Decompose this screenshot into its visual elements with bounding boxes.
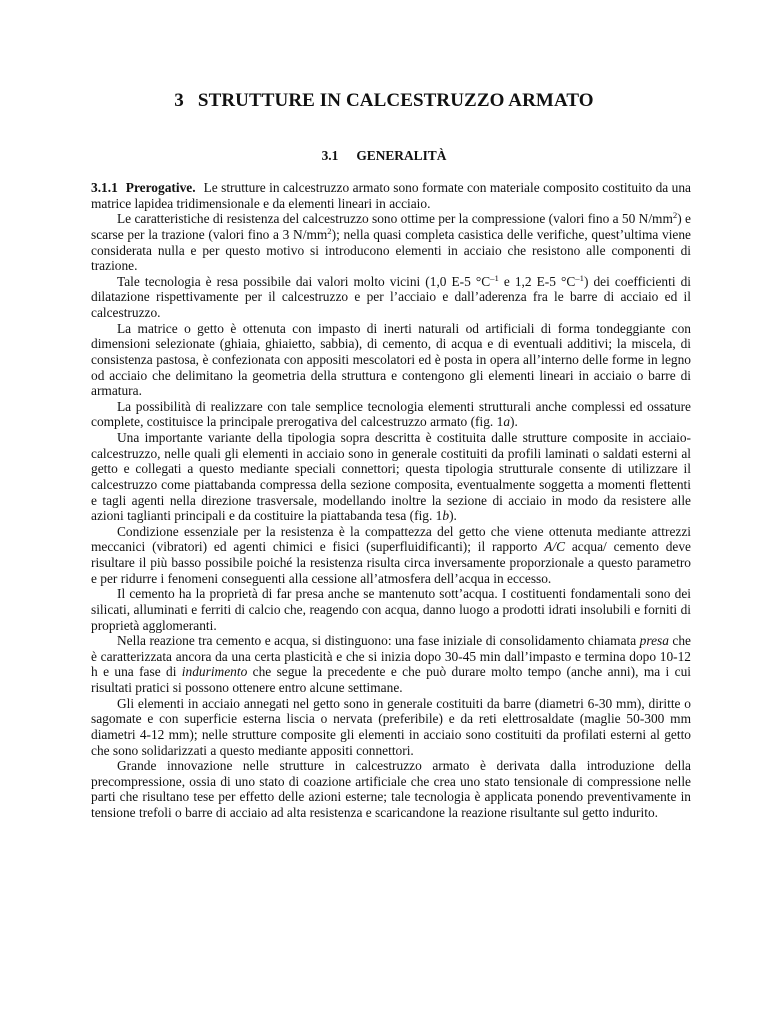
paragraph-7 [91, 524, 691, 587]
section-title [0, 148, 768, 164]
paragraph-3-text-b: e 1,2 E-5 °C [498, 273, 576, 289]
superscript: 2 [327, 226, 332, 237]
paragraph-7-text-a: Condizione essenziale per la resistenza è la compattezza del getto che viene ottenuta mediante attrezzi meccanici (vibratori) ed agenti chimici e fisici (superfluidificanti); il rapporto [91, 523, 691, 555]
paragraph-3 [91, 274, 691, 321]
chapter-number: 3 [174, 90, 184, 111]
chapter-title-text: STRUTTURE IN CALCESTRUZZO ARMATO [197, 90, 594, 111]
paragraph-2-text-c: ); nella quasi completa casistica delle verifiche, quest’ultima viene considerata nulla e per questo motivo si introducono elementi in acciaio che resistono alle componenti di trazione. [91, 226, 691, 274]
superscript: 2 [672, 210, 678, 221]
figure-ref-italic: a [503, 414, 511, 430]
paragraph-6-text-b: ). [449, 508, 457, 524]
chapter-title [0, 90, 768, 112]
superscript: –1 [575, 272, 584, 283]
paragraph-1-text: Le strutture in calcestruzzo armato sono formate con materiale composito costituito da una matrice lapidea tridimensionale e da elementi lineari in acciaio. [91, 180, 691, 211]
paragraph-2-text-a: Le caratteristiche di resistenza del calcestruzzo sono ottime per la compressione (valori fino a 50 N/mm [117, 211, 673, 227]
paragraph-10: Gli elementi in acciaio annegati nel getto sono in generale costituiti da barre (diametri 6-30 mm), diritte o sagomate e con superficie esterna liscia o nervata (preferibile) e da reti elettrosaldate (maglie 50-300 mm diametri 4-12 mm); nelle strutture composite gli elementi in acciaio sono costituiti da profilati esterni al getto che sono solidarizzati a questo mediante appositi connettori. [91, 695, 691, 758]
ratio-italic: A/C [544, 539, 566, 555]
paragraph-6 [91, 430, 691, 524]
paragraph-6-text-a: Una importante variante della tipologia sopra descritta è costituita dalle strutture composite in acciaio-calcestruzzo, nelle quali gli elementi in acciaio sono in generale costituiti da profili laminati o saldati esterni al getto e collegati a questo mediante speciali connettori; questa tipologia strutturale consente di utilizzare il calcestruzzo come piattabanda compressa della sezione composita, eventualmente soggetta a momenti flettenti e tagli agenti nella direzione trasversale, modellando inoltre la sezione di acciaio in modo da resistere alle azioni taglianti principali e da costituire la piattabanda tesa (fig. 1 [91, 430, 691, 524]
paragraph-1 [91, 180, 691, 211]
paragraph-5-text-a: La possibilità di realizzare con tale semplice tecnologia elementi strutturali anche complessi ed ossature complete, costituisce la principale prerogativa del calcestruzzo armato (fig. 1 [91, 398, 691, 430]
paragraph-3-text-c: ) dei coefficienti di dilatazione rispettivamente per il calcestruzzo e per l’acciaio e dall’aderenza fra le barre di acciaio ed il calcestruzzo. [91, 273, 691, 320]
paragraph-5-text-b: ). [510, 414, 518, 430]
paragraph-5 [91, 399, 691, 430]
section-number: 3.1 [321, 148, 339, 163]
paragraph-9-text-b: che è caratterizzata ancora da una certa plasticità e che si inizia dopo 30-45 min dall’impasto e termina dopo 10-12 h e una fase di [91, 633, 691, 680]
paragraph-9-text-c: che segue la precedente e che può durare molto tempo (anche anni), ma i cui risultati pratici si possono ottenere entro alcune settimane. [91, 664, 692, 695]
paragraph-3-text-a: Tale tecnologia è resa possibile dai valori molto vicini (1,0 E-5 °C [117, 273, 491, 289]
paragraph-2-text-b: ) e scarse per la trazione (valori fino a 3 N/mm [91, 211, 691, 242]
figure-ref-italic: b [442, 508, 450, 524]
section-title-text: GENERALITÀ [356, 148, 447, 163]
paragraph-9 [91, 633, 691, 696]
subsection-title: Prerogative. [125, 180, 196, 195]
paragraph-7-text-b: acqua/ cemento deve risultare il più basso possibile poiché la resistenza risulta circa inversamente proporzionale a questo parametro e per ridurre i fenomeni conseguenti alla cessione all’atmosfera dell’acqua in eccesso. [91, 539, 692, 586]
paragraph-8: Il cemento ha la proprietà di far presa anche se mantenuto sott’acqua. I costituenti fondamentali sono dei silicati, alluminati e ferriti di calcio che, reagendo con acqua, danno luogo a prodotti idrati insolubili e forniti di proprietà agglomeranti. [91, 586, 691, 633]
subsection-number: 3.1.1 [91, 180, 118, 195]
paragraph-2 [91, 211, 691, 274]
term-italic: indurimento [181, 664, 248, 680]
paragraph-11: Grande innovazione nelle strutture in calcestruzzo armato è derivata dalla introduzione della precompressione, ossia di uno stato di coazione artificiale che crea uno stato tensionale di compressione nelle parti che risultano tese per effetto delle azioni esterne; tale tecnologia è applicata ponendo preventivamente in tensione trefoli o barre di acciaio ad alta resistenza e scaricandone la reazione risultante sul getto indurito. [91, 758, 691, 820]
paragraph-9-text-a: Nella reazione tra cemento e acqua, si distinguono: una fase iniziale di consolidamento chiamata [117, 633, 640, 649]
body-text [91, 180, 691, 821]
term-italic: presa [639, 633, 669, 649]
superscript: –1 [490, 272, 499, 283]
paragraph-4: La matrice o getto è ottenuta con impasto di inerti naturali od artificiali di forma tondeggiante con dimensioni selezionate (ghiaia, ghiaietto, sabbia), di cemento, di acqua e di eventuali additivi; la miscela, di consistenza pastosa, è confezionata con appositi mescolatori ed è posta in opera all’interno delle forme in legno od acciaio che delimitano la geometria della struttura e contengono gli elementi lineari in acciaio o barre di armatura. [91, 320, 691, 399]
subsection-heading [91, 180, 196, 195]
